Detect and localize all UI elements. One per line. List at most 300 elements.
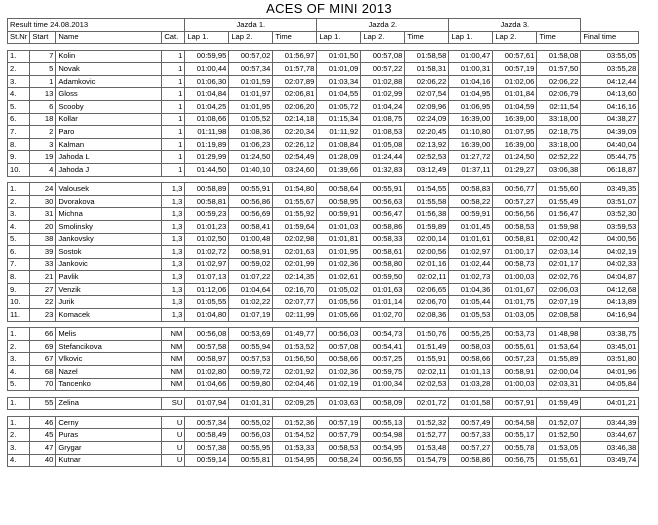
cell-final-time: 04:01,21	[581, 397, 639, 410]
cell-r3-lap2: 00:56,77	[493, 183, 537, 196]
cell-r2-lap1: 01:28,09	[317, 151, 361, 164]
cell-start-number: 33	[30, 258, 56, 271]
cell-r3-lap1: 01:06,95	[449, 101, 493, 114]
col-header-r1-lap1: Lap 1.	[185, 31, 229, 44]
cell-name: Grygar	[56, 441, 162, 454]
cell-r3-lap1: 01:10,80	[449, 126, 493, 139]
cell-start-number: 69	[30, 340, 56, 353]
cell-r3-lap1: 01:00,47	[449, 50, 493, 63]
cell-r2-lap1: 01:08,84	[317, 138, 361, 151]
cell-r3-lap2: 01:00,17	[493, 246, 537, 259]
cell-start-number: 24	[30, 183, 56, 196]
cell-name: Gloss	[56, 88, 162, 101]
cell-r1-time: 02:20,34	[273, 126, 317, 139]
cell-r3-lap2: 01:03,05	[493, 309, 537, 322]
cell-r3-lap1: 01:27,72	[449, 151, 493, 164]
cell-start-number: 40	[30, 454, 56, 467]
cell-final-time: 03:52,30	[581, 208, 639, 221]
cell-r1-time: 02:07,77	[273, 296, 317, 309]
cell-r3-lap1: 01:04,16	[449, 75, 493, 88]
cell-place: 8.	[8, 271, 30, 284]
cell-category: 1,3	[162, 208, 185, 221]
cell-r2-lap2: 00:55,13	[361, 416, 405, 429]
cell-r1-time: 02:01,99	[273, 258, 317, 271]
cell-r2-lap1: 01:15,34	[317, 113, 361, 126]
col-header-final-time: Final time	[581, 31, 639, 44]
cell-r1-lap1: 00:58,81	[185, 195, 229, 208]
cell-name: Dvorakova	[56, 195, 162, 208]
cell-category: NM	[162, 378, 185, 391]
cell-r2-lap2: 00:54,95	[361, 441, 405, 454]
cell-r3-lap2: 01:29,27	[493, 164, 537, 177]
cell-r1-lap2: 00:56,69	[229, 208, 273, 221]
cell-r3-time: 01:56,47	[537, 208, 581, 221]
cell-final-time: 03:38,75	[581, 328, 639, 341]
cell-start-number: 45	[30, 429, 56, 442]
cell-name: Zelina	[56, 397, 162, 410]
table-row	[8, 233, 639, 246]
col-header-cat: Cat.	[162, 31, 185, 44]
cell-r3-lap1: 16:39,00	[449, 113, 493, 126]
cell-r3-lap2: 16:39,00	[493, 138, 537, 151]
cell-r3-lap2: 01:24,50	[493, 151, 537, 164]
cell-r3-lap1: 00:58,83	[449, 183, 493, 196]
result-time: Result time 24.08.2013	[8, 19, 185, 32]
cell-final-time: 03:44,67	[581, 429, 639, 442]
cell-r1-time: 01:49,77	[273, 328, 317, 341]
cell-r2-time: 02:13,92	[405, 138, 449, 151]
cell-r1-lap1: 01:04,25	[185, 101, 229, 114]
cell-final-time: 04:13,89	[581, 296, 639, 309]
cell-r1-time: 02:54,49	[273, 151, 317, 164]
cell-r3-time: 33:18,00	[537, 138, 581, 151]
cell-r3-time: 01:55,49	[537, 195, 581, 208]
cell-start-number: 2	[30, 126, 56, 139]
cell-name: Vlkovic	[56, 353, 162, 366]
cell-r1-lap2: 01:40,10	[229, 164, 273, 177]
cell-r3-lap1: 01:01,61	[449, 233, 493, 246]
cell-r1-lap2: 01:01,97	[229, 88, 273, 101]
header-spacer	[581, 19, 639, 32]
cell-place: 10.	[8, 164, 30, 177]
table-row	[8, 138, 639, 151]
col-header-r1-lap2: Lap 2.	[229, 31, 273, 44]
cell-place: 8.	[8, 138, 30, 151]
cell-r2-lap2: 01:32,83	[361, 164, 405, 177]
cell-r3-time: 01:53,64	[537, 340, 581, 353]
cell-r2-lap1: 01:05,56	[317, 296, 361, 309]
cell-category: 1	[162, 164, 185, 177]
cell-r2-lap1: 01:01,81	[317, 233, 361, 246]
cell-r2-time: 02:06,70	[405, 296, 449, 309]
cell-r3-time: 01:55,89	[537, 353, 581, 366]
cell-r1-lap2: 01:24,50	[229, 151, 273, 164]
cell-place: 9.	[8, 283, 30, 296]
table-row	[8, 441, 639, 454]
cell-place: 7.	[8, 258, 30, 271]
page-title: ACES OF MINI 2013	[266, 1, 392, 16]
cell-r2-lap2: 01:01,14	[361, 296, 405, 309]
cell-r2-lap1: 00:58,64	[317, 183, 361, 196]
cell-r1-lap2: 01:01,59	[229, 75, 273, 88]
cell-r2-lap2: 01:08,75	[361, 113, 405, 126]
cell-category: U	[162, 429, 185, 442]
cell-r1-lap1: 00:58,89	[185, 183, 229, 196]
cell-final-time: 04:00,56	[581, 233, 639, 246]
cell-r1-lap1: 00:59,95	[185, 50, 229, 63]
cell-r1-lap2: 00:59,80	[229, 378, 273, 391]
cell-place: 2.	[8, 195, 30, 208]
cell-r2-lap2: 01:02,99	[361, 88, 405, 101]
cell-category: NM	[162, 328, 185, 341]
cell-r1-time: 02:14,35	[273, 271, 317, 284]
cell-name: Scooby	[56, 101, 162, 114]
cell-name: Cerny	[56, 416, 162, 429]
cell-start-number: 3	[30, 138, 56, 151]
table-row	[8, 183, 639, 196]
cell-r1-lap2: 00:55,95	[229, 441, 273, 454]
cell-r3-time: 01:55,60	[537, 183, 581, 196]
cell-r3-lap2: 00:57,27	[493, 195, 537, 208]
cell-r2-lap2: 00:56,55	[361, 454, 405, 467]
table-row	[8, 416, 639, 429]
table-row	[8, 126, 639, 139]
cell-r2-time: 01:52,77	[405, 429, 449, 442]
cell-r2-lap2: 00:55,91	[361, 183, 405, 196]
cell-r2-time: 01:58,31	[405, 63, 449, 76]
cell-category: 1,3	[162, 296, 185, 309]
cell-r1-time: 01:56,50	[273, 353, 317, 366]
cell-r1-time: 02:07,89	[273, 75, 317, 88]
cell-final-time: 04:12,68	[581, 283, 639, 296]
cell-final-time: 03:46,38	[581, 441, 639, 454]
cell-r3-lap2: 00:55,17	[493, 429, 537, 442]
cell-r2-lap1: 01:02,36	[317, 258, 361, 271]
cell-r1-lap1: 01:05,55	[185, 296, 229, 309]
cell-r2-time: 02:06,22	[405, 75, 449, 88]
table-row	[8, 151, 639, 164]
cell-r2-lap1: 01:05,66	[317, 309, 361, 322]
cell-r2-time: 02:00,14	[405, 233, 449, 246]
cell-r2-lap2: 00:58,09	[361, 397, 405, 410]
cell-name: Paro	[56, 126, 162, 139]
cell-r2-time: 02:07,54	[405, 88, 449, 101]
cell-category: 1,3	[162, 233, 185, 246]
cell-final-time: 04:02,19	[581, 246, 639, 259]
cell-final-time: 03:51,07	[581, 195, 639, 208]
cell-r1-lap1: 00:58,49	[185, 429, 229, 442]
cell-r3-lap2: 00:57,91	[493, 397, 537, 410]
cell-name: Adamkovic	[56, 75, 162, 88]
cell-r2-lap1: 01:03,63	[317, 397, 361, 410]
cell-place: 6.	[8, 246, 30, 259]
cell-r1-lap2: 01:01,31	[229, 397, 273, 410]
table-row	[8, 208, 639, 221]
cell-r1-lap2: 01:04,64	[229, 283, 273, 296]
cell-r1-lap1: 00:57,34	[185, 416, 229, 429]
cell-final-time: 04:40,04	[581, 138, 639, 151]
cell-r1-lap2: 01:02,22	[229, 296, 273, 309]
cell-r2-lap1: 00:57,79	[317, 429, 361, 442]
cell-start-number: 27	[30, 283, 56, 296]
cell-name: Jurik	[56, 296, 162, 309]
cell-r1-lap1: 01:04,84	[185, 88, 229, 101]
cell-r1-lap2: 01:05,52	[229, 113, 273, 126]
cell-r3-time: 01:52,07	[537, 416, 581, 429]
cell-r2-lap1: 01:39,66	[317, 164, 361, 177]
cell-r2-time: 01:58,58	[405, 50, 449, 63]
cell-name: Novak	[56, 63, 162, 76]
cell-place: 4.	[8, 88, 30, 101]
table-row	[8, 50, 639, 63]
cell-r3-lap1: 01:02,73	[449, 271, 493, 284]
cell-r2-time: 02:01,16	[405, 258, 449, 271]
cell-r1-lap2: 00:55,81	[229, 454, 273, 467]
cell-final-time: 06:18,87	[581, 164, 639, 177]
cell-r3-lap2: 00:56,75	[493, 454, 537, 467]
table-row	[8, 454, 639, 467]
cell-r3-lap1: 01:01,58	[449, 397, 493, 410]
cell-place: 3.	[8, 75, 30, 88]
cell-place: 1.	[8, 50, 30, 63]
cell-r2-lap1: 00:58,66	[317, 353, 361, 366]
cell-r1-lap2: 01:01,95	[229, 101, 273, 114]
cell-r1-time: 02:14,18	[273, 113, 317, 126]
col-header-r3-time: Time	[537, 31, 581, 44]
table-row	[8, 340, 639, 353]
cell-r1-lap2: 01:08,36	[229, 126, 273, 139]
cell-start-number: 39	[30, 246, 56, 259]
cell-r2-time: 02:00,56	[405, 246, 449, 259]
cell-start-number: 4	[30, 164, 56, 177]
cell-r1-lap2: 00:57,02	[229, 50, 273, 63]
cell-category: 1	[162, 126, 185, 139]
cell-r1-lap2: 00:58,41	[229, 220, 273, 233]
cell-r1-lap2: 00:56,03	[229, 429, 273, 442]
cell-start-number: 38	[30, 233, 56, 246]
cell-r3-lap1: 00:59,91	[449, 208, 493, 221]
cell-r3-lap1: 01:01,13	[449, 365, 493, 378]
cell-r1-time: 01:55,67	[273, 195, 317, 208]
cell-r1-time: 01:53,33	[273, 441, 317, 454]
cell-r2-lap2: 01:08,53	[361, 126, 405, 139]
cell-r1-time: 02:06,20	[273, 101, 317, 114]
cell-name: Jahoda L	[56, 151, 162, 164]
cell-r3-lap1: 00:57,33	[449, 429, 493, 442]
table-row	[8, 271, 639, 284]
cell-r1-time: 01:53,52	[273, 340, 317, 353]
cell-name: Kollar	[56, 113, 162, 126]
cell-name: Jahoda J	[56, 164, 162, 177]
cell-start-number: 7	[30, 50, 56, 63]
table-row	[8, 429, 639, 442]
cell-r1-time: 02:16,70	[273, 283, 317, 296]
cell-r2-lap2: 00:59,75	[361, 365, 405, 378]
cell-r2-lap1: 00:57,08	[317, 340, 361, 353]
round-3-header: Jazda 3.	[449, 19, 581, 32]
cell-r2-time: 01:54,55	[405, 183, 449, 196]
cell-r2-lap2: 01:01,63	[361, 283, 405, 296]
cell-r1-lap2: 01:06,23	[229, 138, 273, 151]
table-row	[8, 353, 639, 366]
cell-final-time: 03:49,74	[581, 454, 639, 467]
cell-category: 1,3	[162, 246, 185, 259]
cell-r3-lap1: 00:58,66	[449, 353, 493, 366]
cell-r3-lap1: 01:37,11	[449, 164, 493, 177]
cell-r3-lap1: 01:02,97	[449, 246, 493, 259]
cell-final-time: 03:59,53	[581, 220, 639, 233]
cell-r2-lap2: 00:57,25	[361, 353, 405, 366]
cell-category: U	[162, 441, 185, 454]
cell-r1-lap2: 00:57,34	[229, 63, 273, 76]
cell-name: Komacek	[56, 309, 162, 322]
cell-start-number: 5	[30, 63, 56, 76]
cell-r3-lap2: 01:00,03	[493, 271, 537, 284]
cell-r3-time: 01:48,98	[537, 328, 581, 341]
cell-r3-time: 02:03,31	[537, 378, 581, 391]
cell-category: 1,3	[162, 271, 185, 284]
cell-category: U	[162, 454, 185, 467]
col-header-r3-lap2: Lap 2.	[493, 31, 537, 44]
cell-r2-lap2: 00:57,22	[361, 63, 405, 76]
cell-r2-lap2: 01:02,70	[361, 309, 405, 322]
cell-r1-time: 01:54,80	[273, 183, 317, 196]
cell-category: 1	[162, 88, 185, 101]
cell-category: 1	[162, 75, 185, 88]
cell-r3-time: 02:01,17	[537, 258, 581, 271]
cell-r1-lap1: 00:58,97	[185, 353, 229, 366]
cell-r3-time: 02:52,22	[537, 151, 581, 164]
cell-r3-lap1: 01:04,36	[449, 283, 493, 296]
cell-r1-lap2: 00:55,02	[229, 416, 273, 429]
cell-r2-lap2: 00:54,98	[361, 429, 405, 442]
table-row	[8, 258, 639, 271]
table-row	[8, 283, 639, 296]
cell-r3-lap2: 01:02,06	[493, 75, 537, 88]
cell-final-time: 04:13,60	[581, 88, 639, 101]
cell-r2-lap1: 00:57,19	[317, 416, 361, 429]
cell-r1-lap1: 00:57,38	[185, 441, 229, 454]
cell-r1-lap2: 00:57,53	[229, 353, 273, 366]
cell-r3-lap2: 00:58,81	[493, 233, 537, 246]
cell-r1-lap1: 01:07,94	[185, 397, 229, 410]
cell-place: 2.	[8, 429, 30, 442]
cell-r3-lap1: 01:04,95	[449, 88, 493, 101]
cell-r3-lap2: 00:55,61	[493, 340, 537, 353]
cell-category: 1,3	[162, 258, 185, 271]
cell-r3-time: 02:06,79	[537, 88, 581, 101]
cell-r3-lap2: 00:58,53	[493, 220, 537, 233]
cell-r1-lap1: 00:59,23	[185, 208, 229, 221]
table-row	[8, 113, 639, 126]
cell-r2-time: 01:59,89	[405, 220, 449, 233]
cell-start-number: 6	[30, 101, 56, 114]
cell-name: Kutnar	[56, 454, 162, 467]
cell-r1-lap1: 01:04,66	[185, 378, 229, 391]
cell-category: NM	[162, 340, 185, 353]
cell-place: 7.	[8, 126, 30, 139]
cell-final-time: 03:55,05	[581, 50, 639, 63]
cell-name: Jankovsky	[56, 233, 162, 246]
cell-r2-lap1: 01:02,19	[317, 378, 361, 391]
cell-final-time: 03:51,80	[581, 353, 639, 366]
cell-r3-lap1: 00:57,49	[449, 416, 493, 429]
cell-r2-time: 01:56,38	[405, 208, 449, 221]
cell-r3-time: 02:11,54	[537, 101, 581, 114]
col-header-name: Name	[56, 31, 162, 44]
cell-r2-time: 02:52,53	[405, 151, 449, 164]
cell-name: Kalman	[56, 138, 162, 151]
cell-start-number: 22	[30, 296, 56, 309]
cell-r1-lap2: 00:58,91	[229, 246, 273, 259]
cell-r2-lap2: 00:58,80	[361, 258, 405, 271]
cell-final-time: 03:44,39	[581, 416, 639, 429]
cell-r2-lap2: 01:05,08	[361, 138, 405, 151]
cell-r1-lap2: 01:07,22	[229, 271, 273, 284]
cell-r2-time: 01:53,48	[405, 441, 449, 454]
cell-start-number: 31	[30, 208, 56, 221]
cell-r2-time: 02:01,72	[405, 397, 449, 410]
cell-r1-time: 03:24,60	[273, 164, 317, 177]
cell-r1-lap1: 01:12,06	[185, 283, 229, 296]
cell-name: Michna	[56, 208, 162, 221]
results-table	[7, 18, 639, 467]
header-row-columns	[8, 31, 639, 44]
cell-start-number: 70	[30, 378, 56, 391]
cell-r3-time: 03:06,38	[537, 164, 581, 177]
cell-category: SU	[162, 397, 185, 410]
cell-start-number: 1	[30, 75, 56, 88]
cell-category: 1	[162, 151, 185, 164]
cell-r1-lap1: 00:56,08	[185, 328, 229, 341]
cell-name: Venzik	[56, 283, 162, 296]
cell-r2-lap1: 00:58,53	[317, 441, 361, 454]
cell-category: 1	[162, 50, 185, 63]
cell-r2-time: 01:54,79	[405, 454, 449, 467]
cell-start-number: 13	[30, 88, 56, 101]
cell-category: 1,3	[162, 283, 185, 296]
cell-name: Smolinsky	[56, 220, 162, 233]
cell-final-time: 04:05,84	[581, 378, 639, 391]
cell-r2-time: 02:08,36	[405, 309, 449, 322]
cell-r2-time: 01:50,76	[405, 328, 449, 341]
cell-name: Jankovic	[56, 258, 162, 271]
cell-final-time: 05:44,75	[581, 151, 639, 164]
col-header-r2-lap2: Lap 2.	[361, 31, 405, 44]
cell-r3-lap1: 16:39,00	[449, 138, 493, 151]
table-row	[8, 63, 639, 76]
cell-r1-lap1: 01:02,50	[185, 233, 229, 246]
cell-r2-lap1: 01:02,36	[317, 365, 361, 378]
cell-r1-time: 02:09,25	[273, 397, 317, 410]
cell-category: 1,3	[162, 183, 185, 196]
cell-place: 3.	[8, 208, 30, 221]
cell-r3-lap1: 01:03,28	[449, 378, 493, 391]
cell-final-time: 04:16,94	[581, 309, 639, 322]
cell-category: NM	[162, 365, 185, 378]
cell-place: 1.	[8, 183, 30, 196]
cell-category: 1	[162, 138, 185, 151]
cell-r2-time: 02:09,96	[405, 101, 449, 114]
col-header-r1-time: Time	[273, 31, 317, 44]
table-row	[8, 246, 639, 259]
cell-r2-time: 02:06,65	[405, 283, 449, 296]
cell-r2-time: 02:20,45	[405, 126, 449, 139]
table-row	[8, 88, 639, 101]
cell-r2-time: 02:02,53	[405, 378, 449, 391]
cell-place: 5.	[8, 233, 30, 246]
cell-r3-time: 02:06,03	[537, 283, 581, 296]
